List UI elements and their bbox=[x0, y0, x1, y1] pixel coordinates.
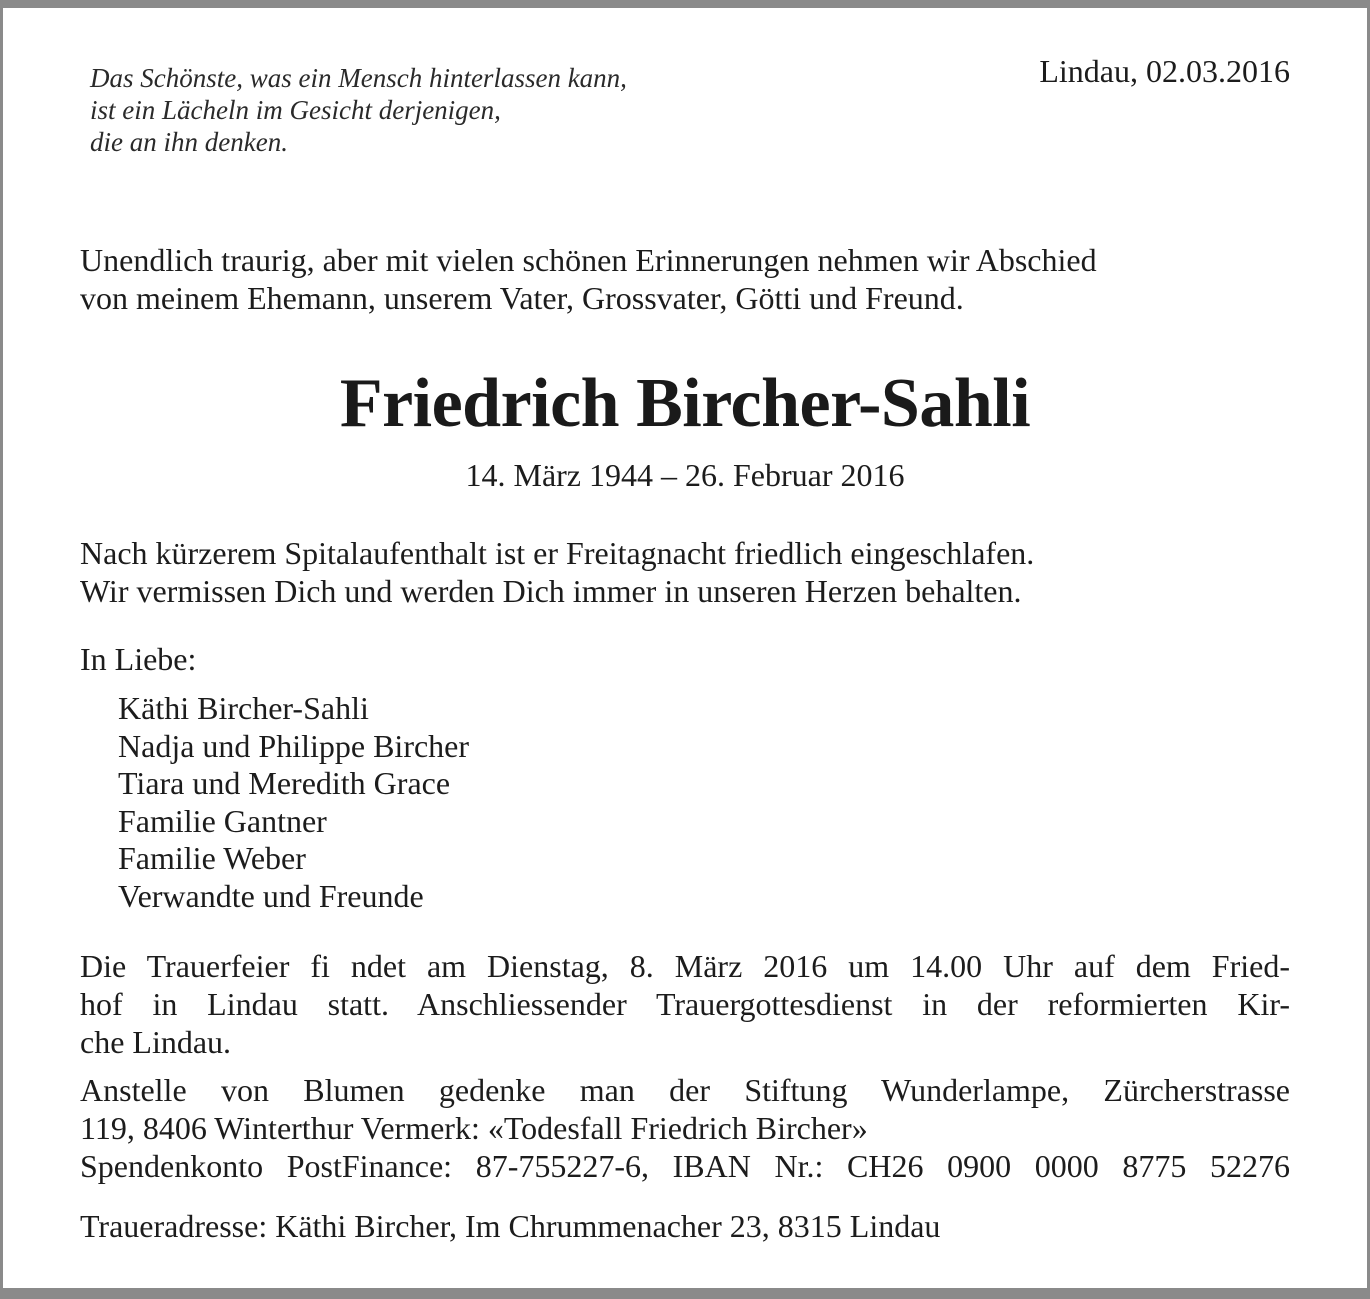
service-line: che Lindau. bbox=[80, 1024, 232, 1060]
mourner-name: Familie Gantner bbox=[118, 802, 327, 839]
message-line: Wir vermissen Dich und werden Dich immer in unseren Herzen behalten. bbox=[80, 573, 1022, 609]
mourner-name: Familie Weber bbox=[118, 840, 306, 876]
donation-line: Spendenkonto PostFinance: 87-755227-6, IBAN Nr.: CH26 0900 0000 8775 52276 bbox=[80, 1148, 1290, 1184]
motto-quote bbox=[90, 62, 627, 158]
life-dates: 14. März 1944 – 26. Februar 2016 bbox=[465, 457, 905, 493]
place-date: Lindau, 02.03.2016 bbox=[1039, 53, 1290, 89]
donation-info bbox=[80, 1071, 1290, 1185]
message-line: Nach kürzerem Spitalaufenthalt ist er Freitagnacht friedlich eingeschlafen. bbox=[80, 535, 1035, 571]
service-line: hof in Lindau statt. Anschliessender Trauergottesdienst in der reformierten Kir- bbox=[80, 986, 1290, 1022]
intro-line: Unendlich traurig, aber mit vielen schönen Erinnerungen nehmen wir Abschied bbox=[80, 242, 1097, 278]
motto-line: ist ein Lächeln im Gesicht derjenigen, bbox=[90, 95, 501, 125]
mourner-name: Käthi Bircher-Sahli bbox=[118, 690, 369, 726]
funeral-service-info bbox=[80, 947, 1290, 1061]
motto-line: Das Schönste, was ein Mensch hinterlassen kann, bbox=[90, 63, 627, 93]
deceased-name: Friedrich Bircher-Sahli bbox=[339, 365, 1031, 442]
mourners-list bbox=[118, 690, 469, 915]
mourning-address: Traueradresse: Käthi Bircher, Im Chrummenacher 23, 8315 Lindau bbox=[80, 1208, 941, 1244]
mourner-name: Nadja und Philippe Bircher bbox=[118, 727, 470, 764]
mourner-name: Verwandte und Freunde bbox=[118, 877, 424, 914]
donation-line: Anstelle von Blumen gedenke man der Stiftung Wunderlampe, Zürcherstrasse bbox=[80, 1072, 1290, 1108]
donation-line: 119, 8406 Winterthur Vermerk: «Todesfall Friedrich Bircher» bbox=[80, 1110, 868, 1146]
intro-text bbox=[80, 241, 1097, 317]
intro-line: von meinem Ehemann, unserem Vater, Grossvater, Götti und Freund. bbox=[80, 280, 964, 316]
farewell-message bbox=[80, 534, 1034, 610]
motto-line: die an ihn denken. bbox=[90, 127, 288, 157]
mourners-label: In Liebe: bbox=[80, 641, 197, 677]
service-line: Die Trauerfeier fi ndet am Dienstag, 8. März 2016 um 14.00 Uhr auf dem Fried- bbox=[80, 948, 1290, 984]
mourner-name: Tiara und Meredith Grace bbox=[118, 765, 451, 801]
